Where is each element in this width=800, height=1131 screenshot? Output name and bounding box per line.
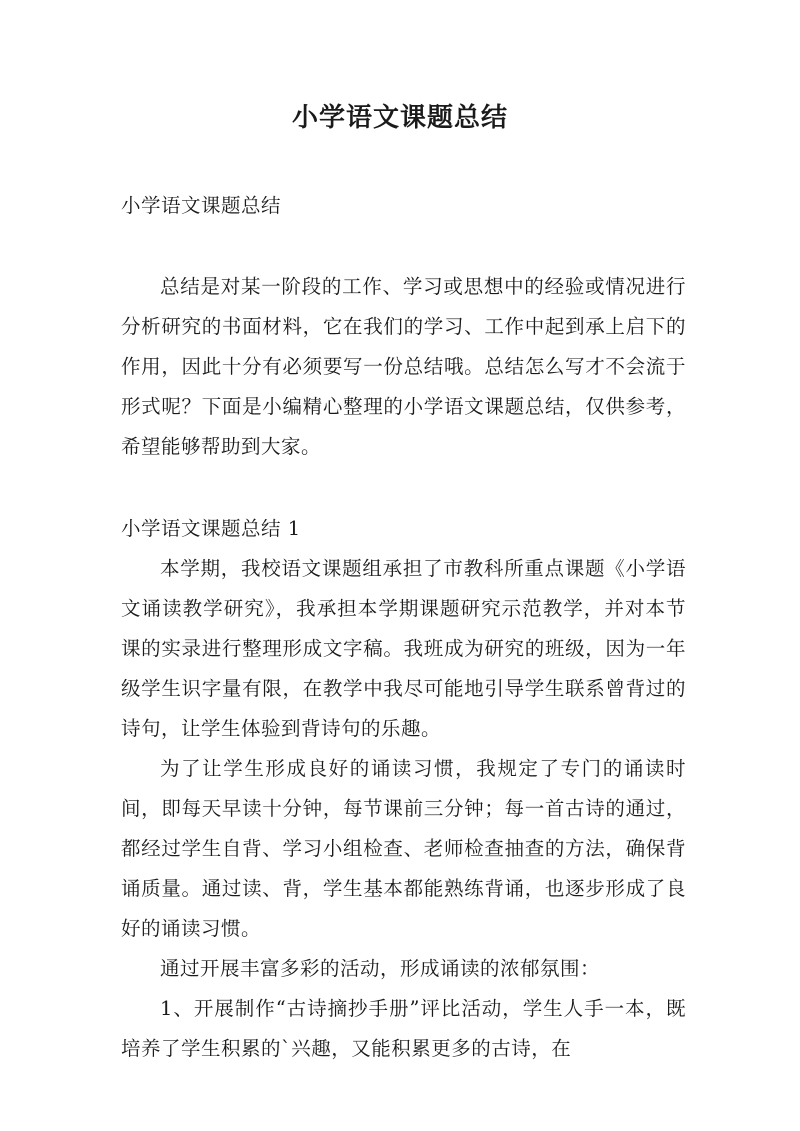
intro-paragraph: 总结是对某一阶段的工作、学习或思想中的经验或情况进行分析研究的书面材料，它在我们的学习、工作中起到承上启下的作用，因此十分有必须要写一份总结哦。总结怎么写才不会流于形式呢？下面是小编精心整理的小学语文课题总结，仅供参考，希望能够帮助到大家。 <box>121 275 686 458</box>
spacer <box>121 467 686 509</box>
body-paragraph: 本学期，我校语文课题组承担了市教科所重点课题《小学语文诵读教学研究》，我承担本学期课题研究示范教学，并对本节课的实录进行整理形成文字稿。我班成为研究的班级，因为一年级学生识字量有限，在教学中我尽可能地引导学生联系曾背过的诗句，让学生体验到背诗句的乐趣。 <box>121 557 686 740</box>
body-paragraph: 通过开展丰富多彩的活动，形成诵读的浓郁氛围： <box>160 957 601 980</box>
body-paragraph: 1、开展制作“古诗摘抄手册”评比活动，学生人手一本，既培养了学生积累的`兴趣，又能积累更多的古诗，在 <box>121 997 686 1060</box>
section-heading: 小学语文课题总结 1 <box>121 517 301 540</box>
body-paragraph: 为了让学生形成良好的诵读习惯，我规定了专门的诵读时间，即每天早读十分钟，每节课前三分钟；每一首古诗的通过，都经过学生自背、学习小组检查、老师检查抽查的方法，确保背诵质量。通过读、背，学生基本都能熟练背诵，也逐步形成了良好的诵读习惯。 <box>121 757 686 940</box>
spacer <box>121 226 686 267</box>
document-body <box>121 186 686 1069</box>
document-subtitle: 小学语文课题总结 <box>121 194 282 217</box>
document-title: 小学语文课题总结 <box>291 103 508 133</box>
